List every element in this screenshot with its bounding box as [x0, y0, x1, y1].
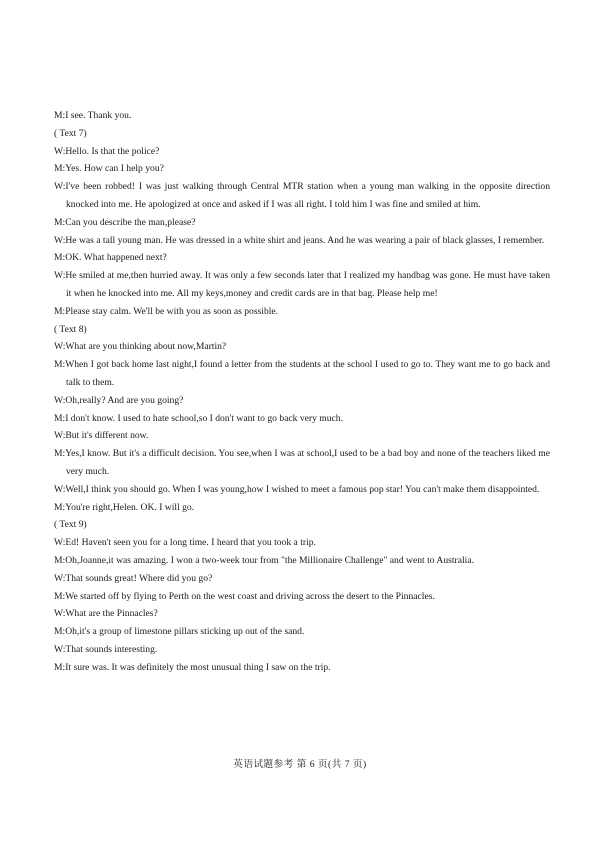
dialogue-line: W:He smiled at me,then hurried away. It was only a few seconds later that I realized my handbag was gone. He must have taken it when he knocked into me. All my keys,money and credit cards are in that bag. Please help me! [54, 270, 550, 299]
dialogue-line: M:We started off by flying to Perth on the west coast and driving across the desert to the Pinnacles. [54, 590, 435, 602]
dialogue-line: M:OK. What happened next? [54, 252, 167, 264]
dialogue-line: W:But it's different now. [54, 430, 149, 442]
dialogue-line: M:You're right,Helen. OK. I will go. [54, 501, 195, 513]
dialogue-line: W:He was a tall young man. He was dressed in a white shirt and jeans. And he was wearing a pair of black glasses, I remember. [54, 234, 545, 246]
dialogue-line: M:I don't know. I used to hate school,so I don't want to go back very much. [54, 412, 343, 424]
transcript-body [54, 107, 550, 677]
dialogue-line: M:When I got back home last night,I found a letter from the students at the school I used to go to. They want me to go back and talk to them. [54, 359, 550, 388]
dialogue-line: W:Ed! Haven't seen you for a long time. I heard that you took a trip. [54, 537, 316, 549]
section-heading: ( Text 7) [54, 127, 87, 139]
dialogue-line: W:What are the Pinnacles? [54, 608, 158, 620]
dialogue-line: M:It sure was. It was definitely the most unusual thing I saw on the trip. [54, 661, 331, 673]
dialogue-line: M:Yes,I know. But it's a difficult decision. You see,when I was at school,I used to be a bad boy and none of the teachers liked me very much. [54, 448, 550, 477]
section-heading: ( Text 9) [54, 519, 87, 531]
dialogue-line: W:That sounds great! Where did you go? [54, 572, 213, 584]
dialogue-line: M:Oh,Joanne,it was amazing. I won a two-week tour from "the Millionaire Challenge" and went to Australia. [54, 554, 474, 566]
dialogue-line: W:I've been robbed! I was just walking through Central MTR station when a young man walking in the opposite direction knocked into me. He apologized at once and asked if I was all right. I told him I was fine and smiled at him. [54, 181, 550, 210]
dialogue-line: W:What are you thinking about now,Martin? [54, 341, 227, 353]
dialogue-line: M:Yes. How can I help you? [54, 163, 164, 175]
dialogue-line: W:Oh,really? And are you going? [54, 394, 184, 406]
dialogue-line: M:Please stay calm. We'll be with you as soon as possible. [54, 305, 279, 317]
dialogue-line: M:I see. Thank you. [54, 110, 132, 121]
page-footer: 英语试题参考 第 6 页(共 7 页) [233, 759, 367, 770]
dialogue-line: W:That sounds interesting. [54, 643, 158, 655]
dialogue-line: M:Oh,it's a group of limestone pillars sticking up out of the sand. [54, 626, 305, 638]
dialogue-line: M:Can you describe the man,please? [54, 216, 196, 228]
dialogue-line: W:Well,I think you should go. When I was young,how I wished to meet a famous pop star! You can't make them disappointed. [54, 483, 540, 495]
section-heading: ( Text 8) [54, 323, 87, 335]
dialogue-line: W:Hello. Is that the police? [54, 145, 160, 157]
